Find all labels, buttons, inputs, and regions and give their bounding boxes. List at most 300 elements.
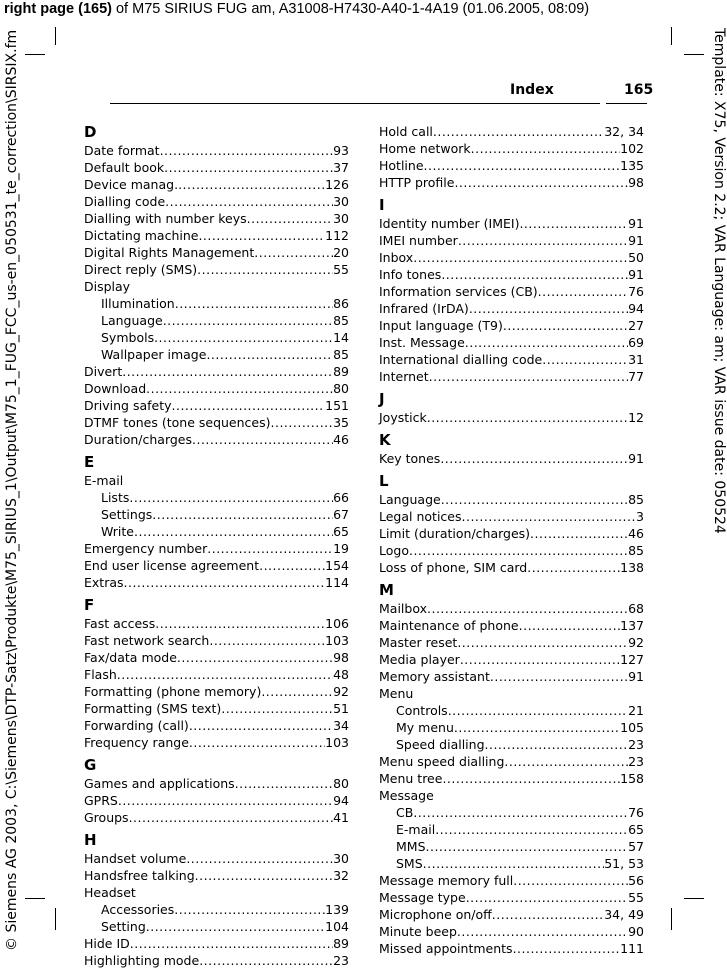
- dot-leader: [490, 668, 628, 685]
- index-page-ref: 30: [333, 851, 349, 866]
- index-entry: [84, 850, 349, 867]
- index-letter-heading: D: [84, 123, 97, 141]
- index-entry: [84, 775, 349, 792]
- left-margin-path: © Siemens AG 2003, C:\Siemens\DTP-Satz\Produkte\M75_SIRIUS_1\Output\M75_1_FUG_FCC_us-en_050531_te_correction\SIRSIX.fm: [4, 29, 20, 951]
- index-entry: [379, 787, 644, 804]
- index-page-ref: 85: [628, 492, 644, 507]
- index-term: Headset: [84, 885, 136, 900]
- index-subentry: [84, 329, 349, 346]
- index-page-ref: 92: [628, 635, 644, 650]
- dot-leader: [154, 329, 333, 346]
- index-page-ref: 94: [333, 793, 349, 808]
- dot-leader: [433, 123, 604, 140]
- index-term: Fast network search: [84, 633, 210, 648]
- dot-leader: [530, 525, 628, 542]
- dot-leader: [261, 683, 333, 700]
- index-term: Hold call: [379, 124, 433, 139]
- dot-leader: [235, 775, 333, 792]
- dot-leader: [189, 734, 325, 751]
- crop-mark: [55, 908, 56, 930]
- index-term: Minute beep: [379, 924, 457, 939]
- right-margin-template-info: Template: X75, Version 2.2; VAR Language: am; VAR issue date: 050524: [711, 28, 727, 534]
- dot-leader: [146, 380, 333, 397]
- index-term: Display: [84, 279, 131, 294]
- index-letter-heading: F: [84, 596, 95, 614]
- index-entry: [84, 397, 349, 414]
- index-term: Info tones: [379, 267, 442, 282]
- index-page-ref: 57: [628, 839, 644, 854]
- index-entry: [379, 906, 644, 923]
- index-entry: [379, 351, 644, 368]
- index-page-ref: 56: [628, 873, 644, 888]
- index-term: Setting: [101, 919, 146, 934]
- dot-leader: [423, 855, 605, 872]
- dot-leader: [122, 363, 333, 380]
- index-subentry: [84, 506, 349, 523]
- index-term: Formatting (phone memory): [84, 684, 262, 699]
- index-page-ref: 104: [325, 919, 349, 934]
- index-term: End user license agreement: [84, 558, 260, 573]
- index-term: Language: [101, 313, 163, 328]
- index-entry: [84, 632, 349, 649]
- index-entry: [84, 649, 349, 666]
- index-term: Legal notices: [379, 509, 462, 524]
- index-subentry: [84, 523, 349, 540]
- index-page-ref: 20: [333, 245, 349, 260]
- index-term: Handset volume: [84, 851, 187, 866]
- index-page-ref: 158: [620, 771, 644, 786]
- page-header: [110, 80, 654, 104]
- index-entry: [379, 600, 644, 617]
- index-entry: [379, 508, 644, 525]
- index-term: Missed appointments: [379, 941, 513, 956]
- index-page-ref: 69: [628, 335, 644, 350]
- index-page-ref: 85: [333, 347, 349, 362]
- index-term: Device manag.: [84, 177, 179, 192]
- crop-mark: [684, 898, 704, 899]
- dot-leader: [172, 397, 326, 414]
- dot-leader: [163, 312, 333, 329]
- index-page-ref: 112: [325, 228, 349, 243]
- dot-leader: [441, 491, 628, 508]
- dot-leader: [426, 838, 629, 855]
- dot-leader: [259, 557, 325, 574]
- index-page-ref: 37: [333, 160, 349, 175]
- dot-leader: [413, 249, 628, 266]
- index-term: E-mail: [396, 822, 436, 837]
- index-letter-heading: M: [379, 581, 394, 599]
- dot-leader: [457, 923, 628, 940]
- index-entry: [84, 210, 349, 227]
- index-term: My menu: [396, 720, 454, 735]
- index-entry: [84, 615, 349, 632]
- index-page-ref: 55: [333, 262, 349, 277]
- index-term: Forwarding (call): [84, 718, 189, 733]
- index-letter-heading: J: [379, 390, 385, 408]
- index-entry: [84, 935, 349, 952]
- dot-leader: [165, 193, 333, 210]
- dot-leader: [442, 770, 620, 787]
- index-term: Accessories: [101, 902, 175, 917]
- index-subentry: [379, 804, 644, 821]
- index-entry: [379, 140, 644, 157]
- index-letter-heading: L: [379, 472, 389, 490]
- index-term: Key tones: [379, 451, 441, 466]
- index-term: Extras: [84, 575, 124, 590]
- index-term: Write: [101, 524, 135, 539]
- index-page-ref: 151: [325, 398, 349, 413]
- index-page-ref: 89: [333, 364, 349, 379]
- dot-leader: [441, 266, 628, 283]
- dot-leader: [435, 821, 628, 838]
- dot-leader: [192, 431, 333, 448]
- dot-leader: [448, 702, 628, 719]
- dot-leader: [440, 450, 628, 467]
- index-term: Mailbox: [379, 601, 427, 616]
- index-page-ref: 105: [620, 720, 644, 735]
- index-page-ref: 23: [333, 953, 349, 968]
- dot-leader: [424, 157, 621, 174]
- dot-leader: [160, 142, 334, 159]
- index-page-ref: 85: [628, 543, 644, 558]
- index-page-ref: 68: [628, 601, 644, 616]
- dot-leader: [427, 600, 628, 617]
- index-subentry: [84, 918, 349, 935]
- dot-leader: [175, 295, 333, 312]
- index-term: Direct reply (SMS): [84, 262, 198, 277]
- dot-leader: [503, 317, 628, 334]
- index-term: Inst. Message: [379, 335, 465, 350]
- dot-leader: [271, 414, 334, 431]
- index-entry: [379, 634, 644, 651]
- index-page-ref: 94: [628, 301, 644, 316]
- index-term: Message: [379, 788, 434, 803]
- index-term: Language: [379, 492, 441, 507]
- index-term: Controls: [396, 703, 448, 718]
- index-term: Inbox: [379, 250, 414, 265]
- dot-leader: [454, 719, 620, 736]
- dot-leader: [130, 935, 333, 952]
- index-subentry: [379, 736, 644, 753]
- index-term: CB: [396, 805, 414, 820]
- index-entry: [379, 923, 644, 940]
- index-term: Information services (CB): [379, 284, 538, 299]
- index-term: Message memory full: [379, 873, 514, 888]
- index-entry: [84, 380, 349, 397]
- index-entry: [379, 491, 644, 508]
- index-page-ref: 35: [333, 415, 349, 430]
- index-page-ref: 92: [333, 684, 349, 699]
- dot-leader: [129, 489, 333, 506]
- index-page-ref: 34: [333, 718, 349, 733]
- index-page-ref: 135: [620, 158, 644, 173]
- index-page-ref: 85: [333, 313, 349, 328]
- index-entry: [84, 683, 349, 700]
- index-page-ref: 103: [325, 735, 349, 750]
- index-page-ref: 14: [333, 330, 349, 345]
- index-page-ref: 30: [333, 194, 349, 209]
- index-term: Menu speed dialling: [379, 754, 505, 769]
- index-term: Message type: [379, 890, 466, 905]
- dot-leader: [178, 176, 325, 193]
- index-term: Microphone on/off: [379, 907, 492, 922]
- index-page-ref: 51, 53: [604, 856, 644, 871]
- index-entry: [84, 431, 349, 448]
- index-subentry: [84, 489, 349, 506]
- dot-leader: [457, 634, 628, 651]
- index-page-ref: 127: [620, 652, 644, 667]
- index-term: HTTP profile: [379, 175, 455, 190]
- dot-leader: [254, 244, 333, 261]
- index-page-ref: 41: [333, 810, 349, 825]
- index-page-ref: 48: [333, 667, 349, 682]
- dot-leader: [195, 867, 333, 884]
- header-rule-number: [606, 103, 647, 104]
- index-term: DTMF tones (tone sequences): [84, 415, 271, 430]
- index-page-ref: 154: [325, 558, 349, 573]
- index-page-ref: 3: [636, 509, 644, 524]
- index-page-ref: 80: [333, 776, 349, 791]
- dot-leader: [247, 210, 333, 227]
- index-page-ref: 67: [333, 507, 349, 522]
- index-column-left: [84, 123, 349, 969]
- index-entry: [84, 809, 349, 826]
- index-term: Limit (duration/charges): [379, 526, 531, 541]
- dot-leader: [519, 215, 628, 232]
- crop-mark: [684, 54, 704, 55]
- index-entry: [84, 278, 349, 295]
- index-page-ref: 21: [628, 703, 644, 718]
- index-letter-heading: I: [379, 196, 385, 214]
- dot-leader: [155, 615, 325, 632]
- header-page-label: right page (165): [4, 1, 112, 17]
- document-header: [4, 0, 724, 18]
- index-entry: [84, 666, 349, 683]
- index-page-ref: 98: [333, 650, 349, 665]
- index-entry: [379, 300, 644, 317]
- index-entry: [379, 232, 644, 249]
- index-letter-heading: E: [84, 453, 95, 471]
- index-term: Duration/charges: [84, 432, 193, 447]
- index-subentry: [379, 702, 644, 719]
- index-page-ref: 111: [620, 941, 644, 956]
- index-term: Memory assistant: [379, 669, 490, 684]
- index-term: Handsfree talking: [84, 868, 195, 883]
- index-entry: [84, 193, 349, 210]
- index-page-ref: 51: [333, 701, 349, 716]
- index-letter-heading: H: [84, 831, 97, 849]
- index-term: Wallpaper image: [101, 347, 207, 362]
- index-term: Hotline: [379, 158, 424, 173]
- index-entry: [379, 409, 644, 426]
- dot-leader: [413, 804, 628, 821]
- index-term: IMEI number: [379, 233, 458, 248]
- index-entry: [84, 244, 349, 261]
- index-page-ref: 77: [628, 369, 644, 384]
- index-entry: [379, 559, 644, 576]
- dot-leader: [462, 508, 637, 525]
- page-section-title: Index: [510, 82, 554, 98]
- index-entry: [84, 472, 349, 489]
- index-term: Media player: [379, 652, 460, 667]
- index-term: E-mail: [84, 473, 124, 488]
- dot-leader: [197, 261, 333, 278]
- index-page-ref: 46: [628, 526, 644, 541]
- index-page-ref: 86: [333, 296, 349, 311]
- index-page-ref: 91: [628, 669, 644, 684]
- index-entry: [84, 159, 349, 176]
- index-entry: [84, 867, 349, 884]
- index-entry: [379, 266, 644, 283]
- index-subentry: [379, 838, 644, 855]
- dot-leader: [465, 334, 628, 351]
- index-entry: [84, 574, 349, 591]
- index-entry: [84, 414, 349, 431]
- index-page-ref: 93: [333, 143, 349, 158]
- index-page-ref: 19: [333, 541, 349, 556]
- index-entry: [379, 334, 644, 351]
- crop-mark: [25, 54, 45, 55]
- index-page-ref: 91: [628, 216, 644, 231]
- index-page-ref: 66: [333, 490, 349, 505]
- dot-leader: [186, 850, 333, 867]
- index-page-ref: 55: [628, 890, 644, 905]
- dot-leader: [538, 283, 628, 300]
- dot-leader: [409, 542, 628, 559]
- index-term: Games and applications: [84, 776, 235, 791]
- index-page-ref: 65: [333, 524, 349, 539]
- dot-leader: [198, 227, 325, 244]
- dot-leader: [117, 666, 333, 683]
- index-term: Frequency range: [84, 735, 189, 750]
- dot-leader: [189, 717, 333, 734]
- crop-mark: [671, 27, 672, 45]
- index-term: Dialling code: [84, 194, 166, 209]
- index-term: Home network: [379, 141, 471, 156]
- index-entry: [379, 889, 644, 906]
- index-entry: [84, 142, 349, 159]
- dot-leader: [485, 736, 629, 753]
- index-term: GPRS: [84, 793, 118, 808]
- index-page-ref: 80: [333, 381, 349, 396]
- index-term: Download: [84, 381, 147, 396]
- index-term: Emergency number: [84, 541, 208, 556]
- index-entry: [379, 872, 644, 889]
- index-term: Fax/data mode: [84, 650, 177, 665]
- index-subentry: [379, 719, 644, 736]
- index-page-ref: 12: [628, 410, 644, 425]
- index-entry: [84, 363, 349, 380]
- index-page-ref: 91: [628, 233, 644, 248]
- index-entry: [379, 157, 644, 174]
- dot-leader: [129, 809, 334, 826]
- index-entry: [84, 792, 349, 809]
- index-term: Maintenance of phone: [379, 618, 519, 633]
- index-term: Loss of phone, SIM card: [379, 560, 528, 575]
- index-term: Infrared (IrDA): [379, 301, 469, 316]
- dot-leader: [519, 617, 621, 634]
- index-subentry: [84, 295, 349, 312]
- dot-leader: [454, 174, 628, 191]
- index-page-ref: 30: [333, 211, 349, 226]
- dot-leader: [164, 159, 333, 176]
- index-term: Master reset: [379, 635, 458, 650]
- index-entry: [84, 227, 349, 244]
- index-page-ref: 76: [628, 805, 644, 820]
- index-column-right: [379, 123, 644, 957]
- index-term: Flash: [84, 667, 117, 682]
- dot-leader: [429, 368, 628, 385]
- index-page-ref: 76: [628, 284, 644, 299]
- index-page-ref: 89: [333, 936, 349, 951]
- index-term: Logo: [379, 543, 409, 558]
- dot-leader: [527, 559, 620, 576]
- index-page-ref: 91: [628, 451, 644, 466]
- dot-leader: [207, 540, 333, 557]
- dot-leader: [206, 346, 333, 363]
- dot-leader: [492, 906, 604, 923]
- index-term: Input language (T9): [379, 318, 503, 333]
- dot-leader: [146, 918, 325, 935]
- index-entry: [379, 651, 644, 668]
- index-entry: [379, 174, 644, 191]
- dot-leader: [134, 523, 333, 540]
- dot-leader: [174, 901, 325, 918]
- crop-mark: [55, 27, 56, 45]
- dot-leader: [209, 632, 325, 649]
- index-term: Driving safety: [84, 398, 172, 413]
- index-page-ref: 34, 49: [604, 907, 644, 922]
- index-entry: [84, 557, 349, 574]
- index-page-ref: 23: [628, 737, 644, 752]
- header-rule: [110, 103, 600, 104]
- index-entry: [379, 283, 644, 300]
- index-entry: [84, 884, 349, 901]
- dot-leader: [469, 300, 628, 317]
- dot-leader: [458, 232, 628, 249]
- index-entry: [379, 249, 644, 266]
- index-page-ref: 65: [628, 822, 644, 837]
- index-entry: [379, 525, 644, 542]
- dot-leader: [466, 889, 628, 906]
- index-term: Divert: [84, 364, 123, 379]
- index-page-ref: 23: [628, 754, 644, 769]
- index-page-ref: 114: [325, 575, 349, 590]
- index-page-ref: 31: [628, 352, 644, 367]
- index-entry: [84, 717, 349, 734]
- index-page-ref: 90: [628, 924, 644, 939]
- index-term: Speed dialling: [396, 737, 485, 752]
- index-page-ref: 91: [628, 267, 644, 282]
- dot-leader: [471, 140, 620, 157]
- index-page-ref: 137: [620, 618, 644, 633]
- index-term: Illumination: [101, 296, 175, 311]
- index-page-ref: 106: [325, 616, 349, 631]
- index-entry: [379, 450, 644, 467]
- header-document-info: of M75 SIRIUS FUG am, A31008-H7430-A40-1-4A19 (01.06.2005, 08:09): [111, 1, 590, 17]
- index-page-ref: 103: [325, 633, 349, 648]
- index-term: Groups: [84, 810, 129, 825]
- index-page-ref: 27: [628, 318, 644, 333]
- index-term: International dialling code: [379, 352, 543, 367]
- index-term: Dictating machine: [84, 228, 199, 243]
- index-page-ref: 46: [333, 432, 349, 447]
- index-term: Identity number (IMEI): [379, 216, 520, 231]
- dot-leader: [177, 649, 333, 666]
- index-page-ref: 139: [325, 902, 349, 917]
- index-entry: [84, 700, 349, 717]
- index-entry: [379, 542, 644, 559]
